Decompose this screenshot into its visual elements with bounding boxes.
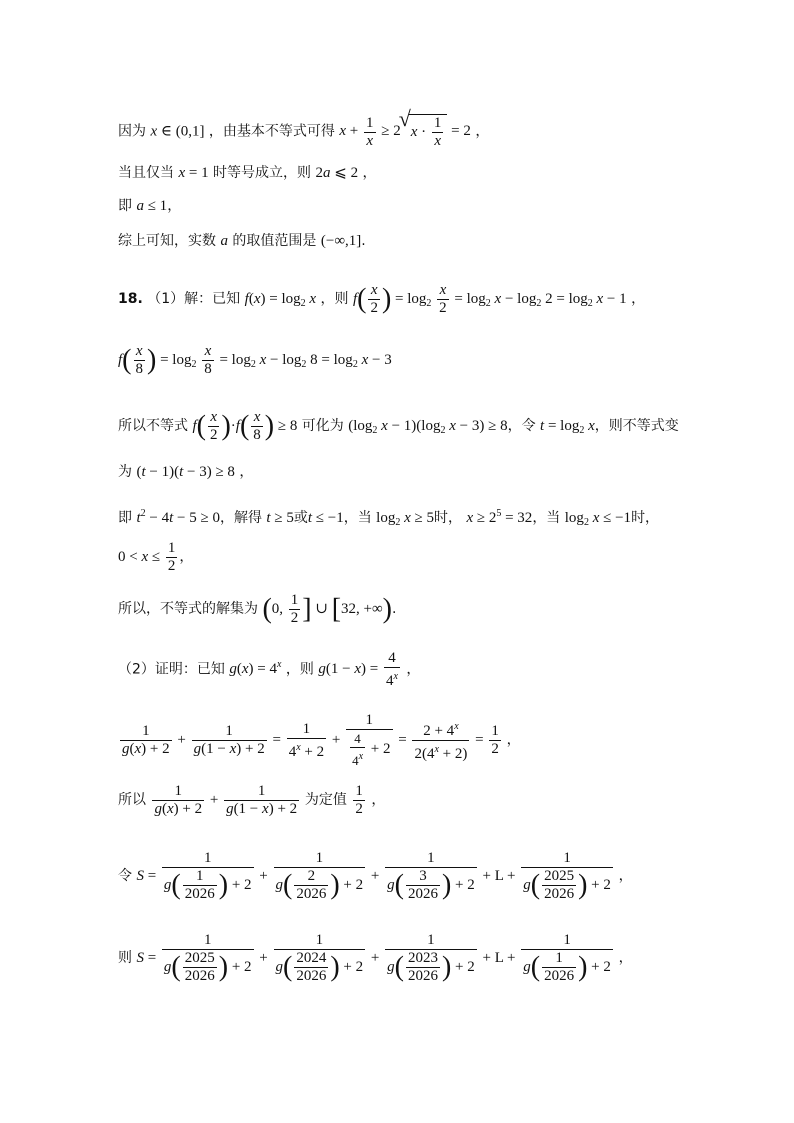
math: f( $\frac{x}{2}$ ) = $\log_2$ $\frac{x}{2}$ = $\log_2 x - \log_2 2 = \log_2 x - 1$ — [352, 282, 627, 316]
math: $f(x) = \log_2 x$ — [244, 290, 317, 309]
text: 的取值范围是 — [232, 233, 317, 249]
text: 当且仅当 — [118, 165, 174, 181]
math: g(1 − x) = $\frac{4}{4^x}$ — [318, 650, 398, 689]
math: S = 1 g( $\frac{1}{2026}$ ) + 2 + 1 g( $\frac{2}{2026}$ ) + 2 + 1 g( $\frac{3}{2026}$ ) + 2 + L + 1 g( $\frac{2025}{2026}$ ) + 2 — [136, 850, 611, 902]
math: 2a ⩽ 2 — [315, 165, 359, 181]
line-9 — [118, 504, 659, 533]
text: ， — [239, 464, 254, 480]
text: （1）解：已知 — [147, 290, 241, 307]
text: ，当 — [532, 510, 561, 526]
text: 可化为 — [301, 417, 344, 434]
text: （2）证明：已知 — [118, 661, 225, 678]
text: 或 — [293, 510, 308, 526]
text: . — [361, 233, 366, 249]
math: ($\log_2$ $x - 1)(\log_2$ x − 3) ≥ 8 — [348, 417, 508, 436]
math: S = 1 g( $\frac{2025}{2026}$ ) + 2 + 1 g( $\frac{2024}{2026}$ ) + 2 + 1 g( $\frac{2023}{2026}$ ) + 2 + L + 1 g( $\frac{1}{2026}$ ) + 2 — [136, 932, 611, 984]
text: ， — [631, 290, 646, 307]
math: $\log_2 x \ge 5$ — [376, 510, 434, 528]
line-13: $\frac{1}{g(x) + 2}$ + $\frac{1}{g(1 - x) + 2}$ = $\frac{1}{4^x + 2}$ + 1 $\frac{4}{4^x}$ + 2 = $\frac{2 + 4^x}{2(4^x + 2)}$ = $\frac{1}{2}$ ， — [118, 712, 521, 769]
math: (−∞,1] — [320, 233, 362, 249]
line-16: 则 S = 1 g( $\frac{2025}{2026}$ ) + 2 + 1 g( $\frac{2024}{2026}$ ) + 2 + 1 g( $\frac{2023}{2026}$ ) + 2 + L + 1 g( $\frac{1}{2026}$ ) + 2 ， — [118, 932, 633, 984]
text: 综上可知，实数 — [118, 233, 216, 249]
text: . — [392, 600, 397, 617]
text: 则 — [118, 949, 132, 966]
line-3: 即 a ≤ 1， — [118, 198, 182, 214]
math: f( $\frac{x}{8}$ ) = $\log_2$ $\frac{x}{8}$ = $\log_2 x - \log_2 8 = \log_2 x - 3$ — [118, 343, 392, 377]
math: $t = \log_2 x$ — [540, 417, 595, 436]
line-4 — [118, 231, 366, 251]
text: ，令 — [507, 417, 536, 434]
text: 所以 — [118, 791, 146, 808]
text: ，则 — [285, 661, 314, 678]
line-10: 0 < x ≤ $\frac{1}{2}$ ， — [118, 540, 194, 574]
line-7 — [118, 409, 679, 444]
problem-number: 18. — [118, 290, 143, 307]
math: t ≤ −1 — [307, 510, 344, 526]
math: $g(x) = 4^x$ — [229, 659, 282, 678]
line-12 — [118, 650, 420, 690]
text: 即 — [118, 198, 132, 214]
math: $\frac{1}{2}$ — [355, 783, 363, 817]
text: 时， — [631, 510, 660, 526]
text: ，则不等式变 — [594, 417, 679, 434]
text: ，由基本不等式可得 — [208, 123, 335, 140]
text: ，解得 — [219, 510, 262, 526]
math: f( $\frac{x}{2}$ )·f( $\frac{x}{8}$ ) ≥ 8 — [192, 409, 298, 443]
math: t ≥ 5 — [266, 510, 294, 526]
math: x ∈ (0,1] — [150, 123, 205, 140]
math: x + $\frac{1}{x}$ ≥ 2√ x · $\frac{1}{x}$ = 2 — [339, 123, 471, 139]
math: (t − 1)(t − 3) ≥ 8 — [136, 464, 235, 480]
text: 为 — [118, 464, 132, 480]
text: ， — [475, 123, 490, 140]
line-2 — [118, 163, 377, 183]
text: 时等号成立，则 — [213, 165, 312, 181]
line-1 — [118, 114, 489, 150]
math: (0, $\frac{1}{2}$ ] ∪ [32, +∞) — [262, 592, 392, 626]
text: ，当 — [343, 510, 372, 526]
text: 时， — [433, 510, 462, 526]
line-6 — [118, 343, 392, 378]
text: 即 — [118, 510, 132, 526]
line-8 — [118, 462, 253, 482]
math: x = 1 — [178, 165, 209, 181]
text: 为定值 — [304, 791, 347, 808]
text: 令 — [118, 867, 132, 884]
text: ，则 — [320, 290, 349, 307]
text: ， — [362, 165, 377, 181]
line-14 — [118, 783, 385, 818]
math: a — [220, 233, 228, 249]
line-11 — [118, 592, 396, 627]
text: 因为 — [118, 123, 146, 140]
text: 所以不等式 — [118, 417, 188, 434]
line-5 — [118, 282, 645, 317]
math: $\log_2 x \le -1$ — [564, 510, 632, 528]
text: ， — [406, 661, 421, 678]
math: $\frac{1}{g(x) + 2}$ + $\frac{1}{g(1 - x) + 2}$ — [154, 783, 298, 817]
text: ， — [371, 791, 386, 808]
line-15: 令 S = 1 g( $\frac{1}{2026}$ ) + 2 + 1 g( $\frac{2}{2026}$ ) + 2 + 1 g( $\frac{3}{2026}$ ) + 2 + L + 1 g( $\frac{2025}{2026}$ ) + 2 ， — [118, 850, 633, 902]
math: a ≤ 1 — [136, 198, 168, 214]
math: 0 < x ≤ $\frac{1}{2}$ — [118, 540, 176, 574]
text: 所以，不等式的解集为 — [118, 600, 258, 617]
math: $x \ge 2^5 = 32$ — [466, 508, 533, 526]
math: $\frac{1}{g(x) + 2}$ + $\frac{1}{g(1 - x) + 2}$ = $\frac{1}{4^x + 2}$ + 1 $\frac{4}{4^x}$ + 2 = $\frac{2 + 4^x}{2(4^x + 2)}$ = $\frac{1}{2}$ — [122, 712, 499, 768]
math: $t^2 - 4t - 5 \ge 0$ — [136, 508, 220, 526]
